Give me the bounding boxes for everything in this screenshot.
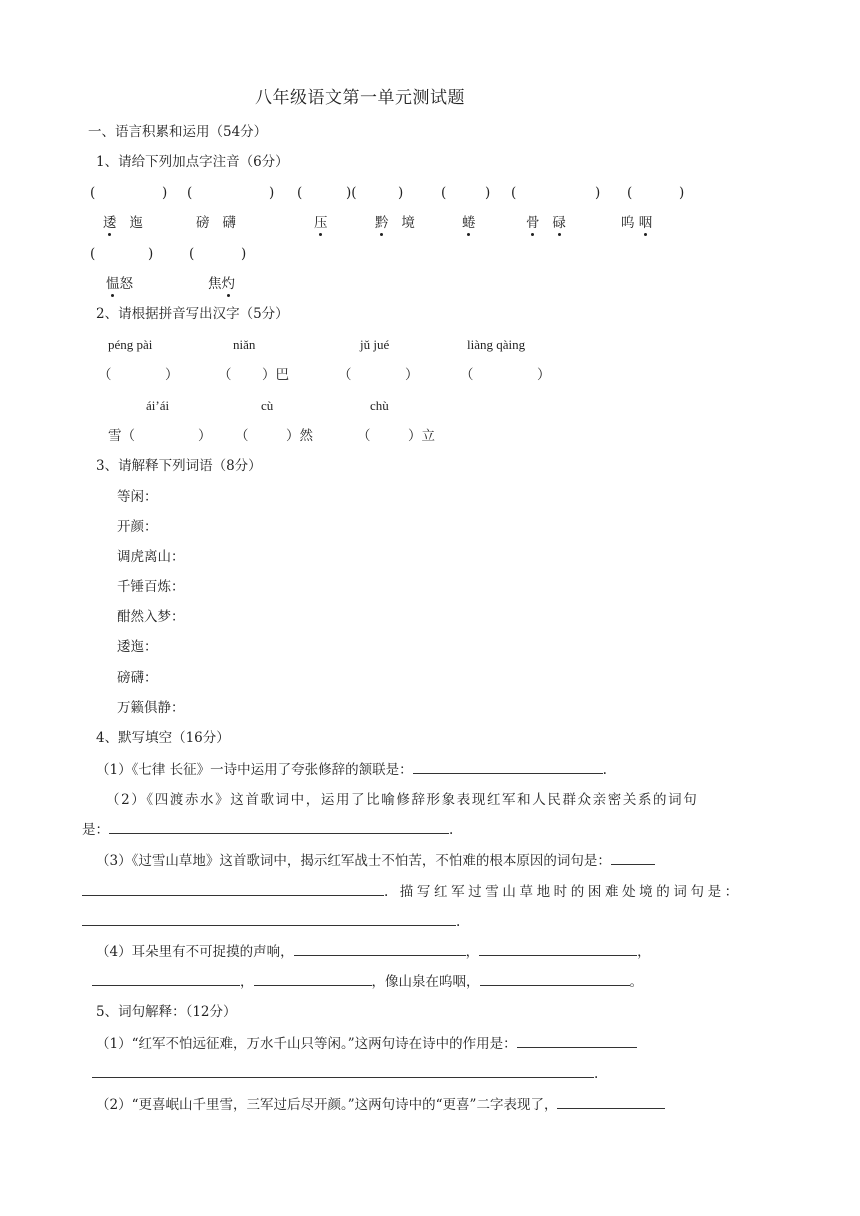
paren: ) (485, 185, 491, 201)
paren: ） (198, 428, 212, 444)
paren: ( (90, 246, 96, 262)
paren: ) (595, 185, 601, 201)
pinyin: péng pài (108, 337, 153, 352)
pinyin: ái’ái (146, 398, 170, 413)
answer-blank[interactable] (294, 943, 466, 956)
q4-item-4-line-1: （4）耳朵里有不可捉摸的声响， ， ， (96, 944, 651, 960)
paren: ) (679, 185, 685, 201)
q4-item-1: （1）《七律 长征》一诗中运用了夸张修辞的颔联是： . (96, 762, 607, 778)
paren: ）巴 (262, 367, 289, 383)
question-3-heading: 3、请解释下列词语（8分） (96, 458, 262, 474)
q4-item-2-line-2: 是： . (82, 822, 454, 838)
paren: （ (98, 367, 112, 383)
pinyin: niǎn (233, 337, 256, 352)
q4-item-3-line-2: . 描写红军过雪山草地时的困难处境的词句是： (82, 883, 742, 901)
answer-blank[interactable] (92, 973, 240, 986)
paren: ( (189, 246, 195, 262)
paren: ） (405, 367, 419, 383)
paren: ) (241, 246, 247, 262)
q4-item-3-line-1: （3）《过雪山草地》这首歌词中，揭示红军战士不怕苦，不怕难的根本原因的词句是： (96, 852, 655, 870)
answer-blank[interactable] (517, 1035, 637, 1048)
paren: ）立 (408, 428, 435, 444)
paren: ) (269, 185, 275, 201)
section-heading: 一、语言积累和运用（54分） (88, 124, 268, 140)
term: 等闲： (117, 489, 158, 505)
word: 愠怒 (106, 276, 133, 292)
answer-blank[interactable] (82, 913, 456, 926)
word: 呜 咽 (621, 215, 653, 231)
answer-blank[interactable] (480, 973, 630, 986)
question-1-heading: 1、请给下列加点字注音（6分） (96, 154, 289, 170)
answer-blank[interactable] (557, 1096, 665, 1109)
answer-blank[interactable] (413, 761, 603, 774)
word: 骨 碌 (526, 215, 566, 231)
page-title: 八年级语文第一单元测试题 (255, 88, 465, 108)
pinyin: cù (261, 398, 274, 413)
question-2-heading: 2、请根据拼音写出汉字（5分） (96, 306, 289, 322)
paren: ) (148, 246, 154, 262)
word: 压 (314, 215, 328, 231)
term: 千锤百炼： (117, 579, 185, 595)
paren: （ (460, 367, 474, 383)
paren: ( (187, 185, 193, 201)
answer-blank[interactable] (82, 883, 384, 896)
answer-blank[interactable] (109, 821, 449, 834)
question-5-heading: 5、词句解释：（12分） (96, 1004, 237, 1020)
word: 磅 礴 (196, 215, 236, 231)
paren: ）然 (286, 428, 313, 444)
paren: ( (627, 185, 633, 201)
paren: ( (441, 185, 447, 201)
paren: ) (162, 185, 168, 201)
pinyin: chù (370, 398, 389, 413)
paren: （ (338, 367, 352, 383)
paren: )( (346, 185, 357, 201)
paren: ( (90, 185, 96, 201)
word: 焦灼 (208, 276, 235, 292)
word: 蜷 (462, 215, 476, 231)
paren: ） (165, 367, 179, 383)
answer-blank[interactable] (254, 973, 372, 986)
term: 磅礴： (117, 670, 158, 686)
q5-item-1-line-2: . (92, 1065, 598, 1083)
q4-item-4-line-2: ， ，像山泉在呜咽， 。 (92, 973, 643, 991)
paren: （ (235, 428, 249, 444)
answer-blank[interactable] (479, 943, 637, 956)
pinyin: liàng qàing (467, 337, 526, 352)
answer-blank[interactable] (611, 852, 655, 865)
word: 黔 境 (375, 215, 415, 231)
term: 万籁俱静： (117, 700, 185, 716)
term: 开颜： (117, 519, 158, 535)
pinyin: jǔ jué (360, 337, 390, 352)
paren: ( (297, 185, 303, 201)
paren: ） (537, 367, 551, 383)
paren: （ (357, 428, 371, 444)
question-4-heading: 4、默写填空（16分） (96, 730, 230, 746)
answer-blank[interactable] (92, 1065, 594, 1078)
paren: ) (398, 185, 404, 201)
term: 逶迤： (117, 639, 158, 655)
q5-item-1-line-1: （1）“红军不怕远征难，万水千山只等闲。”这两句诗在诗中的作用是： (96, 1035, 637, 1053)
q4-item-2-line-1: （2）《四渡赤水》这首歌词中，运用了比喻修辞形象表现红军和人民群众亲密关系的词句 (106, 792, 699, 808)
term: 酣然入梦： (117, 609, 185, 625)
word: 逶 迤 (103, 215, 143, 231)
q4-item-3-line-3: . (82, 913, 460, 931)
term: 调虎离山： (117, 549, 185, 565)
paren: （ (218, 367, 232, 383)
paren: ( (511, 185, 517, 201)
paren: 雪（ (108, 428, 135, 444)
q5-item-2: （2）“更喜岷山千里雪，三军过后尽开颜。”这两句诗中的“更喜”二字表现了， (96, 1096, 665, 1114)
